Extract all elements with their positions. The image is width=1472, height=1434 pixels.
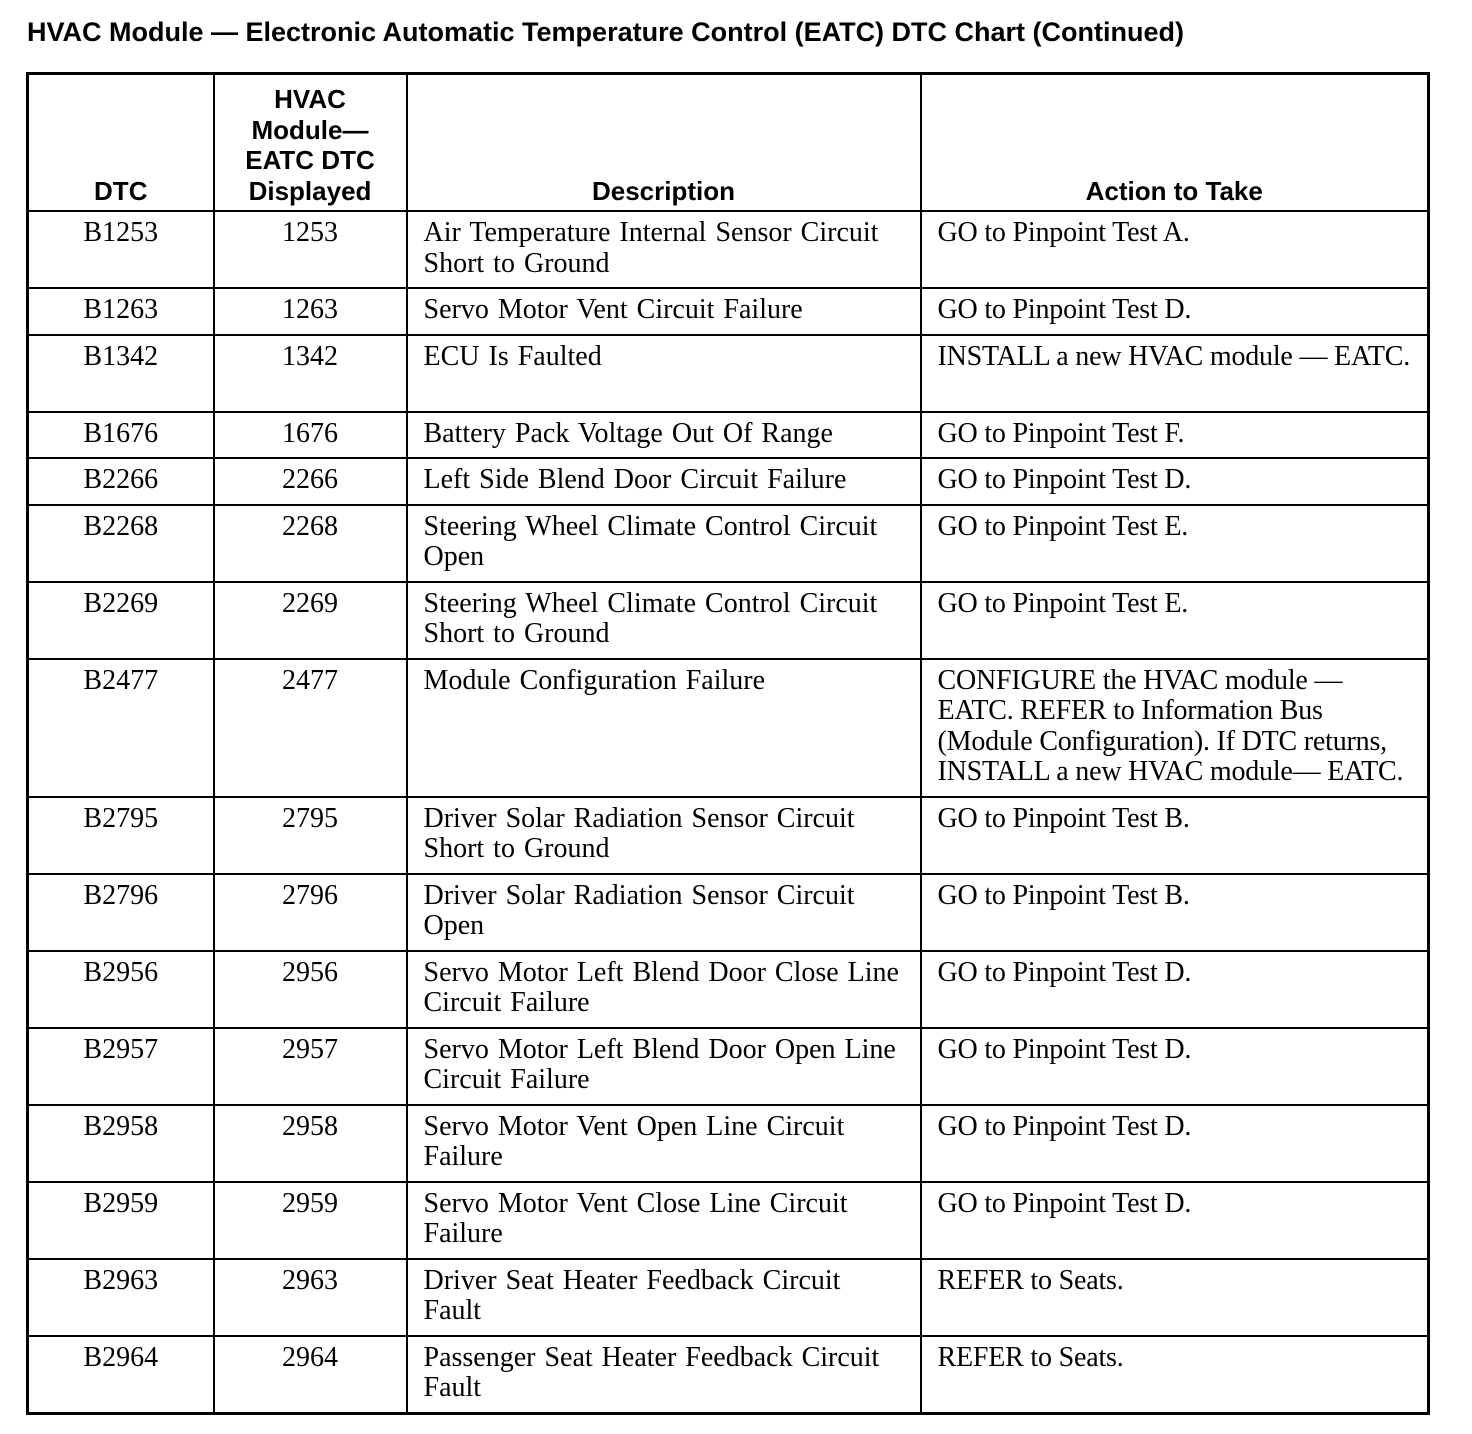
table-row	[28, 288, 1429, 335]
table-row	[28, 1028, 1429, 1105]
dtc-displayed-cell: 2963	[214, 1259, 407, 1336]
dtc-code-cell: B2268	[28, 505, 214, 582]
action-cell: GO to Pinpoint Test A.	[921, 211, 1429, 288]
dtc-code-cell: B2959	[28, 1182, 214, 1259]
dtc-displayed-cell: 2477	[214, 659, 407, 797]
table-row	[28, 412, 1429, 459]
header-row	[28, 74, 1429, 212]
dtc-displayed-cell: 2796	[214, 874, 407, 951]
dtc-code-cell: B2958	[28, 1105, 214, 1182]
dtc-code-cell: B2269	[28, 582, 214, 659]
dtc-displayed-cell: 2957	[214, 1028, 407, 1105]
table-row	[28, 582, 1429, 659]
table-row	[28, 951, 1429, 1028]
description-cell: Left Side Blend Door Circuit Failure	[407, 458, 921, 505]
table-row	[28, 458, 1429, 505]
header-dtc: DTC	[28, 74, 214, 212]
action-cell: GO to Pinpoint Test E.	[921, 582, 1429, 659]
action-cell: GO to Pinpoint Test B.	[921, 874, 1429, 951]
table-row	[28, 1336, 1429, 1414]
description-cell: Steering Wheel Climate Control Circuit Open	[407, 505, 921, 582]
dtc-code-cell: B2795	[28, 797, 214, 874]
dtc-displayed-cell: 2958	[214, 1105, 407, 1182]
header-eatc-dtc-displayed: HVAC Module— EATC DTC Displayed	[214, 74, 407, 212]
dtc-code-cell: B1263	[28, 288, 214, 335]
table-body	[28, 211, 1429, 1413]
dtc-displayed-cell: 1676	[214, 412, 407, 459]
description-cell: Servo Motor Left Blend Door Close Line Circuit Failure	[407, 951, 921, 1028]
table-header	[28, 74, 1429, 212]
action-cell: GO to Pinpoint Test E.	[921, 505, 1429, 582]
action-cell: GO to Pinpoint Test D.	[921, 951, 1429, 1028]
table-row	[28, 1259, 1429, 1336]
action-cell: GO to Pinpoint Test F.	[921, 412, 1429, 459]
dtc-displayed-cell: 1263	[214, 288, 407, 335]
action-cell: GO to Pinpoint Test D.	[921, 288, 1429, 335]
dtc-code-cell: B2477	[28, 659, 214, 797]
action-cell: REFER to Seats.	[921, 1259, 1429, 1336]
dtc-displayed-cell: 2956	[214, 951, 407, 1028]
dtc-displayed-cell: 1253	[214, 211, 407, 288]
dtc-code-cell: B2956	[28, 951, 214, 1028]
dtc-code-cell: B2266	[28, 458, 214, 505]
description-cell: Servo Motor Left Blend Door Open Line Circuit Failure	[407, 1028, 921, 1105]
table-row	[28, 797, 1429, 874]
action-cell: GO to Pinpoint Test D.	[921, 458, 1429, 505]
dtc-displayed-cell: 2269	[214, 582, 407, 659]
description-cell: Driver Solar Radiation Sensor Circuit Open	[407, 874, 921, 951]
dtc-code-cell: B1676	[28, 412, 214, 459]
description-cell: Servo Motor Vent Close Line Circuit Failure	[407, 1182, 921, 1259]
dtc-code-cell: B2963	[28, 1259, 214, 1336]
action-cell: REFER to Seats.	[921, 1336, 1429, 1414]
dtc-displayed-cell: 1342	[214, 335, 407, 412]
action-cell: GO to Pinpoint Test D.	[921, 1182, 1429, 1259]
table-row	[28, 1105, 1429, 1182]
action-cell: CONFIGURE the HVAC module — EATC. REFER to Information Bus (Module Configuration). If DTC returns, INSTALL a new HVAC module— EATC.	[921, 659, 1429, 797]
dtc-displayed-cell: 2268	[214, 505, 407, 582]
action-cell: GO to Pinpoint Test D.	[921, 1028, 1429, 1105]
dtc-displayed-cell: 2964	[214, 1336, 407, 1414]
action-cell: GO to Pinpoint Test B.	[921, 797, 1429, 874]
description-cell: ECU Is Faulted	[407, 335, 921, 412]
description-cell: Servo Motor Vent Open Line Circuit Failure	[407, 1105, 921, 1182]
description-cell: Driver Seat Heater Feedback Circuit Fault	[407, 1259, 921, 1336]
dtc-code-cell: B2796	[28, 874, 214, 951]
table-row	[28, 335, 1429, 412]
page-title: HVAC Module — Electronic Automatic Temperature Control (EATC) DTC Chart (Continued)	[27, 17, 1185, 47]
table-row	[28, 505, 1429, 582]
table-row	[28, 1182, 1429, 1259]
dtc-displayed-cell: 2266	[214, 458, 407, 505]
dtc-code-cell: B1342	[28, 335, 214, 412]
action-cell: GO to Pinpoint Test D.	[921, 1105, 1429, 1182]
table-row	[28, 659, 1429, 797]
dtc-code-cell: B2964	[28, 1336, 214, 1414]
table-row	[28, 874, 1429, 951]
dtc-chart-table	[26, 72, 1430, 1415]
description-cell: Driver Solar Radiation Sensor Circuit Short to Ground	[407, 797, 921, 874]
action-cell: INSTALL a new HVAC module — EATC.	[921, 335, 1429, 412]
description-cell: Module Configuration Failure	[407, 659, 921, 797]
dtc-displayed-cell: 2959	[214, 1182, 407, 1259]
dtc-code-cell: B1253	[28, 211, 214, 288]
table-row	[28, 211, 1429, 288]
description-cell: Battery Pack Voltage Out Of Range	[407, 412, 921, 459]
description-cell: Steering Wheel Climate Control Circuit Short to Ground	[407, 582, 921, 659]
description-cell: Passenger Seat Heater Feedback Circuit Fault	[407, 1336, 921, 1414]
dtc-code-cell: B2957	[28, 1028, 214, 1105]
description-cell: Air Temperature Internal Sensor Circuit Short to Ground	[407, 211, 921, 288]
description-cell: Servo Motor Vent Circuit Failure	[407, 288, 921, 335]
dtc-displayed-cell: 2795	[214, 797, 407, 874]
header-description: Description	[407, 74, 921, 212]
header-action-to-take: Action to Take	[921, 74, 1429, 212]
